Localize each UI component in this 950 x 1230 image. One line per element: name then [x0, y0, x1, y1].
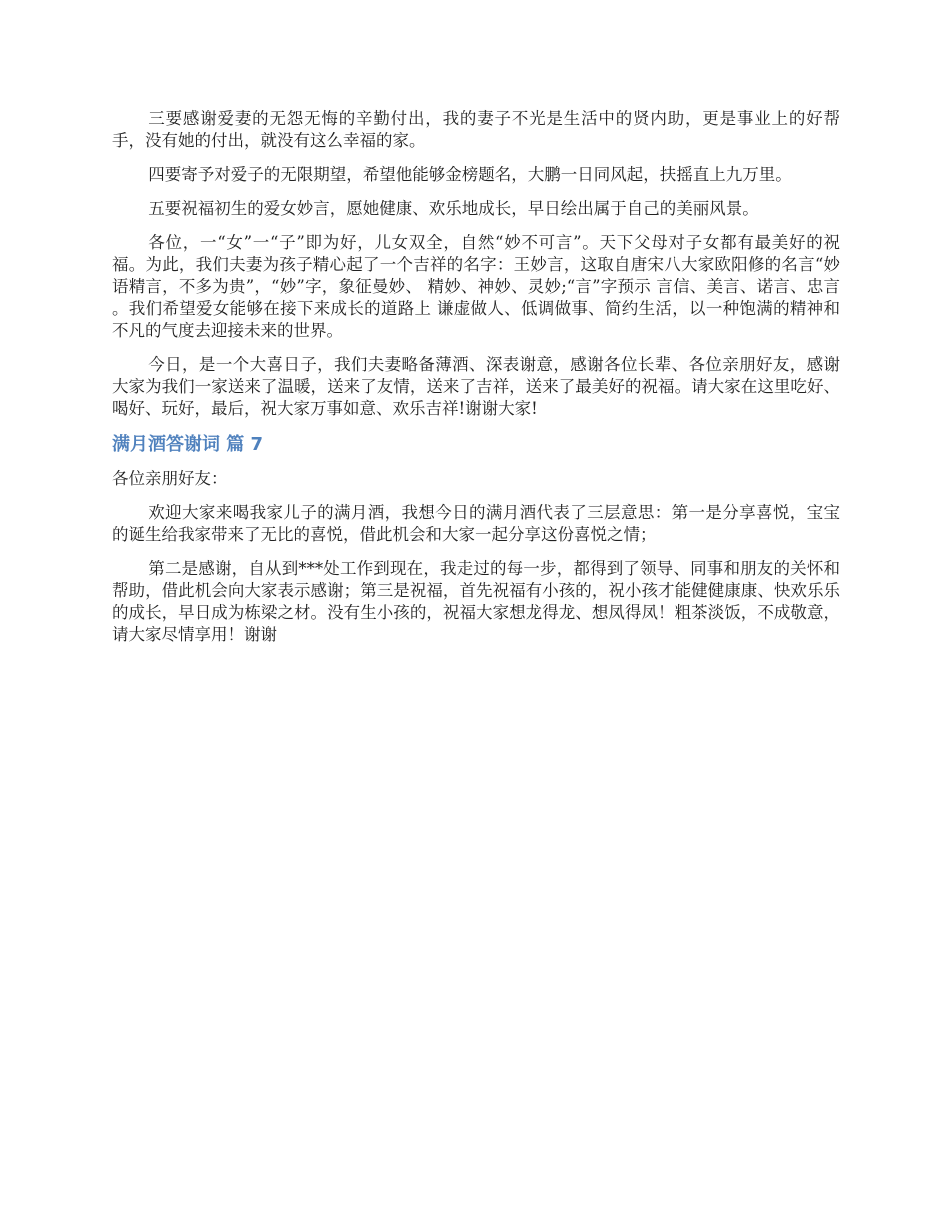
paragraph: 四要寄予对爱子的无限期望，希望他能够金榜题名，大鹏一日同风起，扶摇直上九万里。 [148, 165, 792, 184]
paragraph: 今日，是一个大喜日子，我们夫妻略备薄酒、深表谢意，感谢各位长辈、各位亲朋好友，感谢大家为我们一家送来了温暖，送来了友情，送来了吉祥，送来了最美好的祝福。请大家在这里吃好、喝好、玩好，最后，祝大家万事如意、欢乐吉祥!谢谢大家! [112, 355, 840, 418]
paragraph: 三要感谢爱妻的无怨无悔的辛勤付出，我的妻子不光是生活中的贤内助，更是事业上的好帮手，没有她的付出，就没有这么幸福的家。 [112, 109, 840, 150]
paragraph: 第二是感谢，自从到***处工作到现在，我走过的每一步，都得到了领导、同事和朋友的关怀和帮助，借此机会向大家表示感谢；第三是祝福，首先祝福有小孩的，祝小孩才能健健康康、快欢乐乐的成长，早日成为栋梁之材。没有生小孩的，祝福大家想龙得龙、想凤得凤！粗茶淡饭，不成敬意，请大家尽情享用！谢谢 [112, 559, 840, 644]
paragraph: 五要祝福初生的爱女妙言，愿她健康、欢乐地成长，早日绘出属于自己的美丽风景。 [148, 199, 759, 218]
paragraph: 欢迎大家来喝我家儿子的满月酒，我想今日的满月酒代表了三层意思：第一是分享喜悦，宝宝的诞生给我家带来了无比的喜悦，借此机会和大家一起分享这份喜悦之情； [112, 503, 840, 544]
paragraph: 各位，一“女”一“子”即为好，儿女双全，自然“妙不可言”。天下父母对子女都有最美好的祝福。为此，我们夫妻为孩子精心起了一个吉祥的名字：王妙言，这取自唐宋八大家欧阳修的名言“妙语精言，不多为贵”，“妙”字，象征曼妙、 精妙、神妙、灵妙;“言”字预示 言信、美言、诺言、忠言 。我们希望爱女能够在接下来成长的道路上 谦虚做人、低调做事、简约生活，以一种饱满的精神和不凡的气度去迎接未来的世界。 [112, 233, 840, 340]
document-page [112, 108, 840, 658]
greeting-line: 各位亲朋好友： [112, 469, 228, 488]
section-heading: 满月酒答谢词 篇 7 [112, 434, 264, 455]
